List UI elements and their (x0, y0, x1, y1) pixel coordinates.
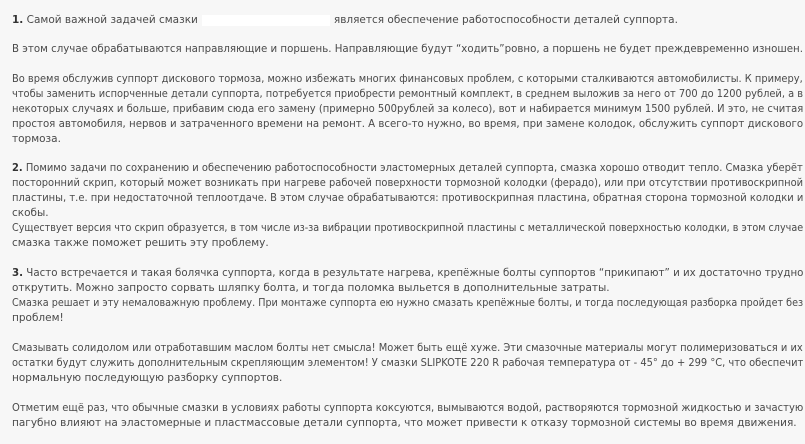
item-number-2: 2. (12, 162, 23, 174)
paragraph-4-line-1-text: Помимо задачи по сохранению и обеспечению работоспособности эластомерных деталей суппорта, смазка хорошо отводит тепло. Смазка уберёт (25, 162, 803, 174)
paragraph-1-line-1 (12, 13, 678, 28)
item-number-1: 1. (12, 14, 24, 26)
paragraph-1-text-before: Самой важной задачей смазки (26, 14, 198, 26)
paragraph-3-line-2: чтобы заменить испорченные детали суппорта, потребуется приобрести ремонтный комплект, в среднем выложив за него от 700 до 1200 рублей, а в (12, 88, 804, 100)
paragraph-4-line-6: смазка также поможет решить эту проблему. (12, 237, 269, 249)
paragraph-4-line-2: посторонний скрип, который может возникать при нагреве рабочей поверхности тормозной колодки (ферадо), или при отсутствии противоскрипной (12, 177, 804, 189)
paragraph-6-line-1: Смазывать солидолом или отработавшим маслом болты нет смысла! Может быть ещё хуже. Эти смазочные материалы могут полимеризоваться и их (12, 342, 803, 354)
paragraph-3-line-1: Во время обслужив суппорт дискового тормоза, можно избежать многих финансовых проблем, с которыми сталкиваются автомобилисты. К примеру, (12, 73, 803, 85)
paragraph-2: В этом случае обрабатываются направляющие и поршень. Направляющие будут “ходить”ровно, а поршень не будет преждевременно изношен. (12, 43, 803, 55)
highlight-blank (202, 15, 330, 26)
paragraph-7-line-1: Отметим ещё раз, что обычные смазки в условиях работы суппорта коксуются, вымываются водой, растворяются тормозной жидкостью и зачастую (12, 402, 804, 414)
paragraph-6-line-3: нормальную последующую разборку суппортов. (12, 372, 283, 384)
paragraph-6-line-2: остатки будут служить дополнительным скрепляющим элементом! У смазки SLIPKOTE 220 R рабочая температура от - 45° до + 299 °C, что обеспечит (12, 357, 804, 369)
paragraph-4-line-3: пластины, т.е. при недостаточной теплоотдаче. В этом случае обрабатываются: противоскрипная пластина, обратная сторона тормозной колодки и (12, 192, 804, 204)
paragraph-7-line-2: пагубно влияют на эластомерные и пластмассовые детали суппорта, что может привести к отказу тормозной системы во время движения. (12, 417, 797, 429)
paragraph-4-line-4: скобы. (12, 207, 49, 219)
paragraph-5-line-1 (12, 266, 803, 281)
paragraph-3-line-5: тормоза. (12, 133, 61, 145)
paragraph-5-line-4: проблем! (12, 312, 64, 324)
paragraph-5-line-3: Смазка решает и эту немаловажную проблему. При монтаже суппорта ею нужно смазать крепёжные болты, и тогда последующая разборка пройдет без (12, 297, 804, 309)
paragraph-4-line-5: Существует версия что скрип образуется, в том числе из-за вибрации противоскрипной пластины с металлической поверхностью колодки, в этом случае (12, 222, 804, 234)
paragraph-5-line-1-text: Часто встречается и такая болячка суппорта, когда в результате нагрева, крепёжные болты суппортов “прикипают” и их достаточно трудно (26, 267, 804, 279)
paragraph-3-line-3: некоторых случаях и больше, прибавим сюда его замену (примерно 500рублей за колесо), вот и набирается минимум 1500 рублей. И это, не считая (12, 103, 804, 115)
paragraph-5-line-2: открутить. Можно запросто сорвать шляпку болта, и тогда поломка выльется в дополнительные затраты. (12, 282, 610, 294)
paragraph-1-text-after: является обеспечение работоспособности деталей суппорта. (333, 14, 678, 26)
item-number-3: 3. (12, 267, 24, 279)
paragraph-4-line-1 (12, 161, 803, 176)
paragraph-3-line-4: простоя автомобиля, нервов и затраченного времени на ремонт. А всего-то нужно, во время, при замене колодок, обслужить суппорт дискового (12, 118, 804, 130)
